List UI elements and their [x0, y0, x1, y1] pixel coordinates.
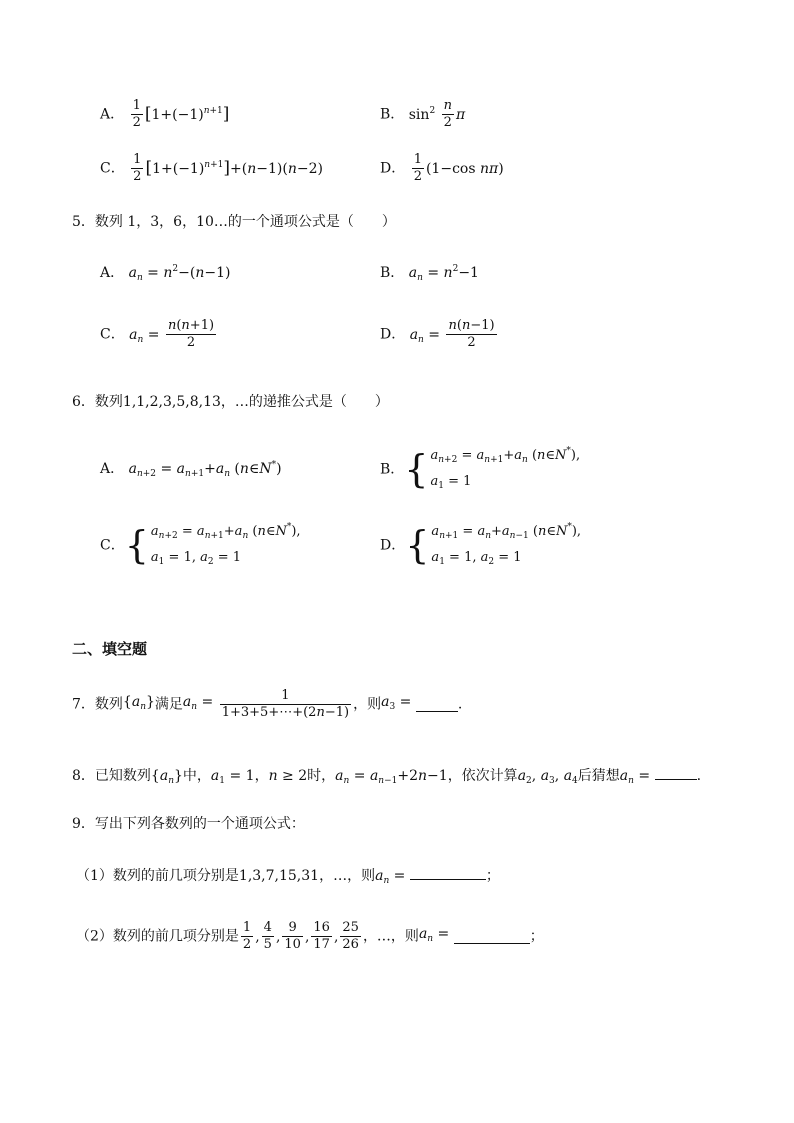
q4-option-c[interactable]	[100, 152, 323, 185]
brace: {	[405, 522, 430, 567]
option-label: D．	[380, 537, 406, 554]
option-label: C．	[100, 537, 125, 554]
q9-stem: 9．写出下列各数列的一个通项公式：	[72, 816, 305, 832]
q9-part-2: （2）数列的前几项分别是 $\frac{1}{2}$ , $\frac{4}{5}$ , $\frac{9}{10}$ , $\frac{16}{17}$ , $\frac{25}{26}$ ，…，则$a_n$ = ；	[76, 920, 544, 952]
formula: $\frac{1}{2}$ $[1+(-1)^{n+1}]+(n-1)(n-2)$	[133, 152, 323, 184]
option-label: B．	[380, 461, 405, 478]
formula: $a_n = n^2-(n-1)$	[128, 264, 231, 283]
q5-stem: 5．数列 1，3，6，10…的一个通项公式是（ ）	[72, 214, 396, 230]
q5-option-d[interactable]	[380, 318, 499, 351]
formula: $a_n$ = $\frac{n(n+1)}{2}$	[129, 318, 215, 350]
answer-blank[interactable]	[454, 929, 530, 944]
sequence: $\frac{1}{2}$ , $\frac{4}{5}$ , $\frac{9}{10}$ , $\frac{16}{17}$ , $\frac{25}{26}$	[242, 920, 359, 952]
q8-stem: 8．已知数列$\{a_n\}$中，$a_1 = 1$，n ≥ 2时，$a_n = a_{n-1}+2n-1$，依次计算$a_2$, $a_3$, $a_4$后猜想$a_n$ = .	[72, 765, 701, 789]
q5-option-b[interactable]	[380, 262, 479, 283]
section-heading: 二、填空题	[72, 640, 148, 658]
brace: {	[124, 522, 149, 567]
q6-option-d[interactable]	[380, 516, 581, 573]
q6-option-c[interactable]	[100, 516, 301, 573]
option-label: A．	[100, 265, 125, 281]
formula: $a_{n+2} = a_{n+1}+a_n$ (n∈N*)	[128, 460, 282, 479]
formula: $\frac{1}{1+3+5+\cdots+(2n-1)}$	[221, 688, 350, 720]
brace: {	[404, 446, 429, 491]
answer-blank[interactable]	[416, 697, 458, 712]
option-label: A．	[100, 106, 125, 123]
option-label: C．	[100, 326, 125, 343]
q5-option-c[interactable]	[100, 318, 218, 351]
q4-option-a[interactable]	[100, 98, 229, 131]
formula: $\frac{1}{2}$ $[1+(-1)^{n+1}]$	[132, 98, 230, 130]
q6-option-a[interactable]	[100, 458, 282, 479]
q7-stem: 7．数列$\{a_n\}$满足$a_n$ = $\frac{1}{1+3+5+\cdots+(2n-1)}$ ，则$a_3$ = .	[72, 688, 463, 720]
answer-blank[interactable]	[655, 765, 697, 780]
option-label: C．	[100, 160, 125, 177]
option-label: D．	[380, 160, 406, 177]
formula: $a_n$ = $\frac{n(n-1)}{2}$	[409, 318, 495, 350]
formula: $a_n = n^2-1$	[408, 264, 479, 283]
q6-option-b[interactable]	[380, 440, 580, 497]
formula: $\frac{1}{2}$ (1−cos nπ)	[413, 152, 504, 184]
formula: $a_{n+2} = a_{n+1}+a_n$ (n∈N*), $a_1 = 1$	[430, 446, 581, 491]
formula: $a_{n+2} = a_{n+1}+a_n$ (n∈N*), $a_1 = 1$, $a_2 = 1$	[150, 522, 301, 567]
option-label: A．	[100, 461, 125, 477]
q4-option-d[interactable]	[380, 152, 504, 185]
q5-option-a[interactable]	[100, 262, 230, 283]
q6-stem: 6．数列1,1,2,3,5,8,13，…的递推公式是（ ）	[72, 394, 389, 410]
sequence: 1,3,7,15,31	[238, 868, 320, 884]
formula: $\sin^2$ $\frac{n}{2}$ π	[408, 98, 466, 130]
answer-blank[interactable]	[410, 865, 486, 880]
sequence: 1,1,2,3,5,8,13	[122, 394, 221, 410]
q9-part-1: （1）数列的前几项分别是1,3,7,15,31，…，则$a_n$ = ；	[76, 865, 500, 889]
q4-option-b[interactable]	[380, 98, 465, 131]
option-label: B．	[380, 106, 405, 123]
option-label: B．	[380, 265, 405, 281]
option-label: D．	[380, 326, 406, 343]
formula: $a_{n+1} = a_n+a_{n-1}$ (n∈N*), $a_1 = 1$, $a_2 = 1$	[431, 522, 582, 567]
